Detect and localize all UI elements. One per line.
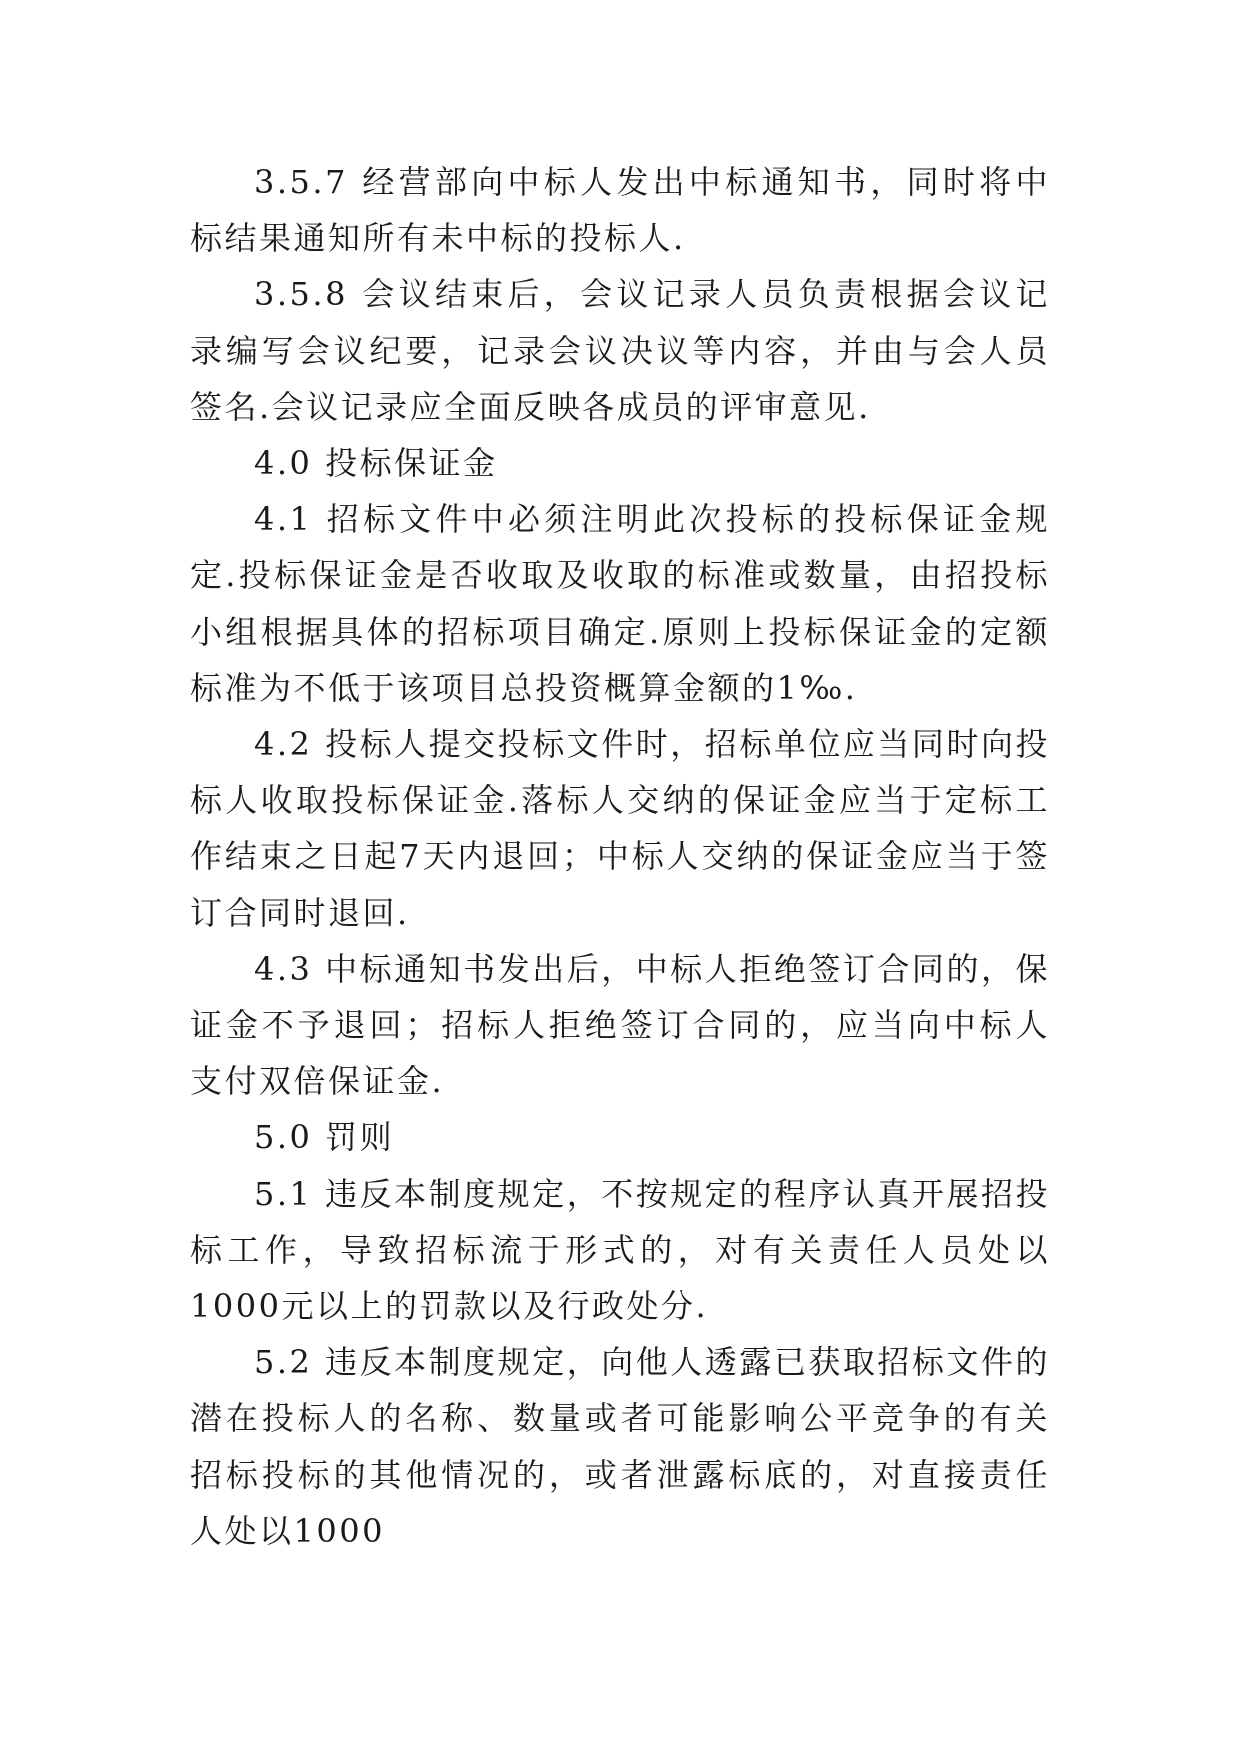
- paragraph-4-1: 4.1 招标文件中必须注明此次投标的投标保证金规定.投标保证金是否收取及收取的标准或数量，由招投标小组根据具体的招标项目确定.原则上投标保证金的定额标准为不低于该项目总投资概算金额的1‰.: [190, 500, 1050, 707]
- paragraph-3-5-7: 3.5.7 经营部向中标人发出中标通知书，同时将中标结果通知所有未中标的投标人.: [190, 163, 1050, 258]
- paragraph-5-2: 5.2 违反本制度规定，向他人透露已获取招标文件的潜在投标人的名称、数量或者可能影响公平竞争的有关招标投标的其他情况的，或者泄露标底的，对直接责任人处以1000: [190, 1343, 1050, 1550]
- document-body: [190, 154, 1050, 1559]
- paragraph-3-5-8: 3.5.8 会议结束后，会议记录人员负责根据会议记录编写会议纪要，记录会议决议等内容，并由与会人员签名.会议记录应全面反映各成员的评审意见.: [190, 275, 1050, 426]
- paragraph-4-3: 4.3 中标通知书发出后，中标人拒绝签订合同的，保证金不予退回；招标人拒绝签订合同的，应当向中标人支付双倍保证金.: [190, 949, 1050, 1101]
- section-heading-5-0: 5.0 罚则: [254, 1118, 395, 1157]
- section-heading-4-0: 4.0 投标保证金: [254, 444, 498, 483]
- paragraph-4-2: 4.2 投标人提交投标文件时，招标单位应当同时向投标人收取投标保证金.落标人交纳的保证金应当于定标工作结束之日起7天内退回；中标人交纳的保证金应当于签订合同时退回.: [190, 725, 1050, 932]
- paragraph-5-1: 5.1 违反本制度规定，不按规定的程序认真开展招投标工作，导致招标流于形式的，对有关责任人员处以1000元以上的罚款以及行政处分.: [190, 1174, 1050, 1326]
